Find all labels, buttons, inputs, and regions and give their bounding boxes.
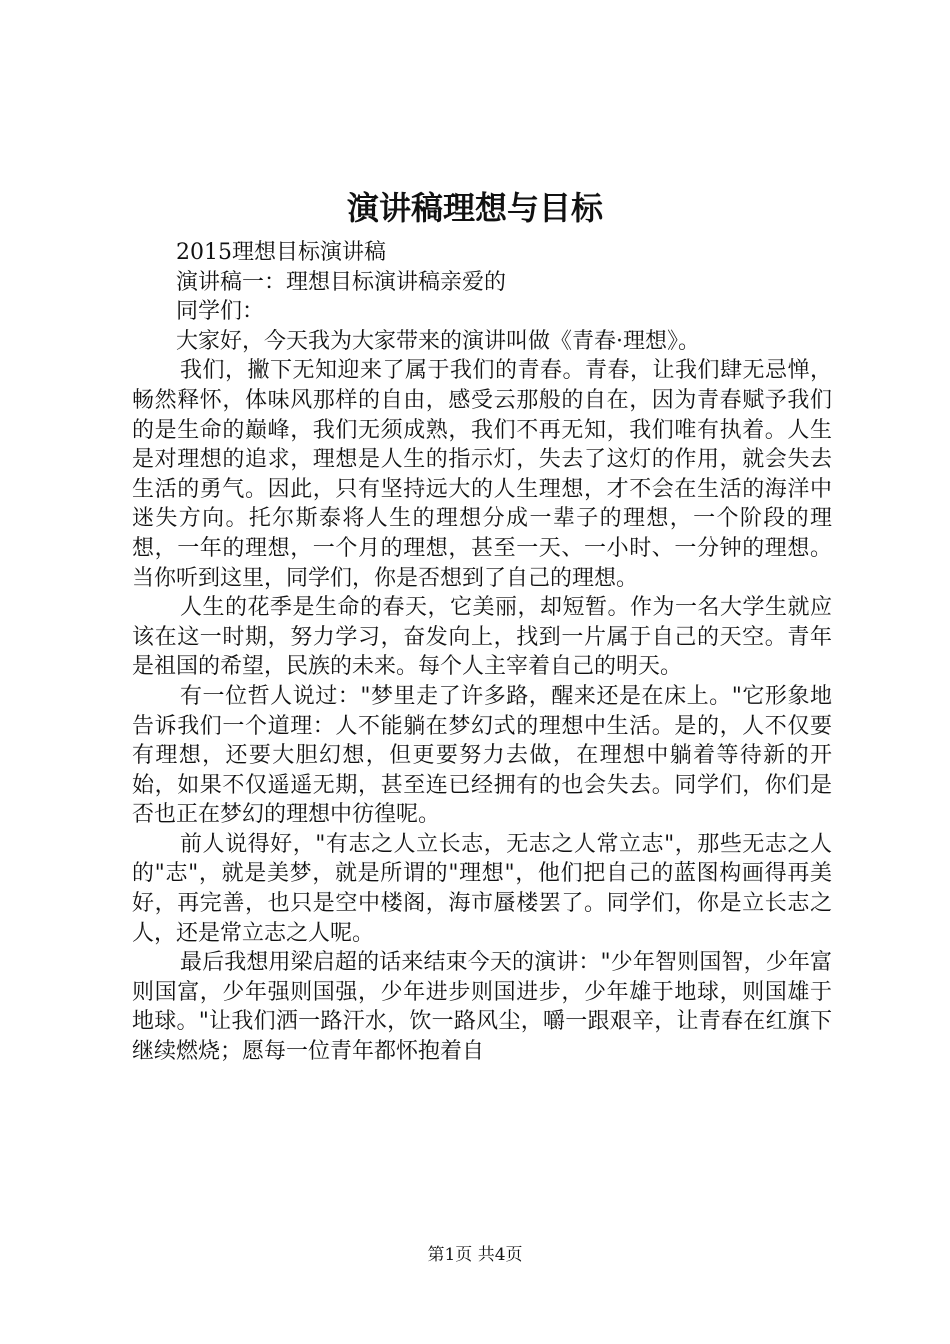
paragraph-ambition: 前人说得好，"有志之人立长志，无志之人常立志"，那些无志之人的"志"，就是美梦，就是所谓的"理想"，他们把自己的蓝图构画得再美好，再完善，也只是空中楼阁，海市蜃楼罢了。同学们，你是立长志之人，还是常立志之人呢。	[132, 831, 832, 946]
subtitle-line: 2015理想目标演讲稿	[176, 240, 386, 265]
greeting-paragraph: 大家好，今天我为大家带来的演讲叫做《青春·理想》。	[176, 328, 700, 354]
paragraph-philosopher: 有一位哲人说过："梦里走了许多路，醒来还是在床上。"它形象地告诉我们一个道理：人不能躺在梦幻式的理想中生活。是的，人不仅要有理想，还要大胆幻想，但更要努力去做，在理想中躺着等待新的开始，如果不仅遥遥无期，甚至连已经拥有的也会失去。同学们，你们是否也正在梦幻的理想中彷徨呢。	[132, 683, 832, 828]
document-title: 演讲稿理想与目标	[346, 189, 603, 227]
speech-heading-line: 演讲稿一：理想目标演讲稿亲爱的	[176, 269, 507, 295]
paragraph-youth: 我们，撇下无知迎来了属于我们的青春。青春，让我们肆无忌惮，畅然释怀，体味风那样的自由，感受云那般的自在，因为青春赋予我们的是生命的巅峰，我们无须成熟，我们不再无知，我们唯有执着。人生是对理想的追求，理想是人生的指示灯，失去了这灯的作用，就会失去生活的勇气。因此，只有坚持远大的人生理想，才不会在生活的海洋中迷失方向。托尔斯泰将人生的理想分成一辈子的理想，一个阶段的理想，一年的理想，一个月的理想，甚至一天、一小时、一分钟的理想。当你听到这里，同学们，你是否想到了自己的理想。	[132, 358, 832, 591]
document-body	[132, 238, 832, 1067]
salutation-line: 同学们：	[176, 299, 265, 325]
page-number-footer: 第1页 共4页	[427, 1245, 523, 1265]
paragraph-closing: 最后我想用梁启超的话来结束今天的演讲："少年智则国智，少年富则国富，少年强则国强，少年进步则国进步，少年雄于地球，则国雄于地球。"让我们洒一路汗水，饮一路风尘，嚼一跟艰辛，让青春在红旗下继续燃烧；愿每一位青年都怀抱着自	[132, 950, 832, 1065]
paragraph-flower-season: 人生的花季是生命的春天，它美丽，却短暂。作为一名大学生就应该在这一时期，努力学习，奋发向上，找到一片属于自己的天空。青年是祖国的希望，民族的未来。每个人主宰着自己的明天。	[132, 595, 832, 680]
